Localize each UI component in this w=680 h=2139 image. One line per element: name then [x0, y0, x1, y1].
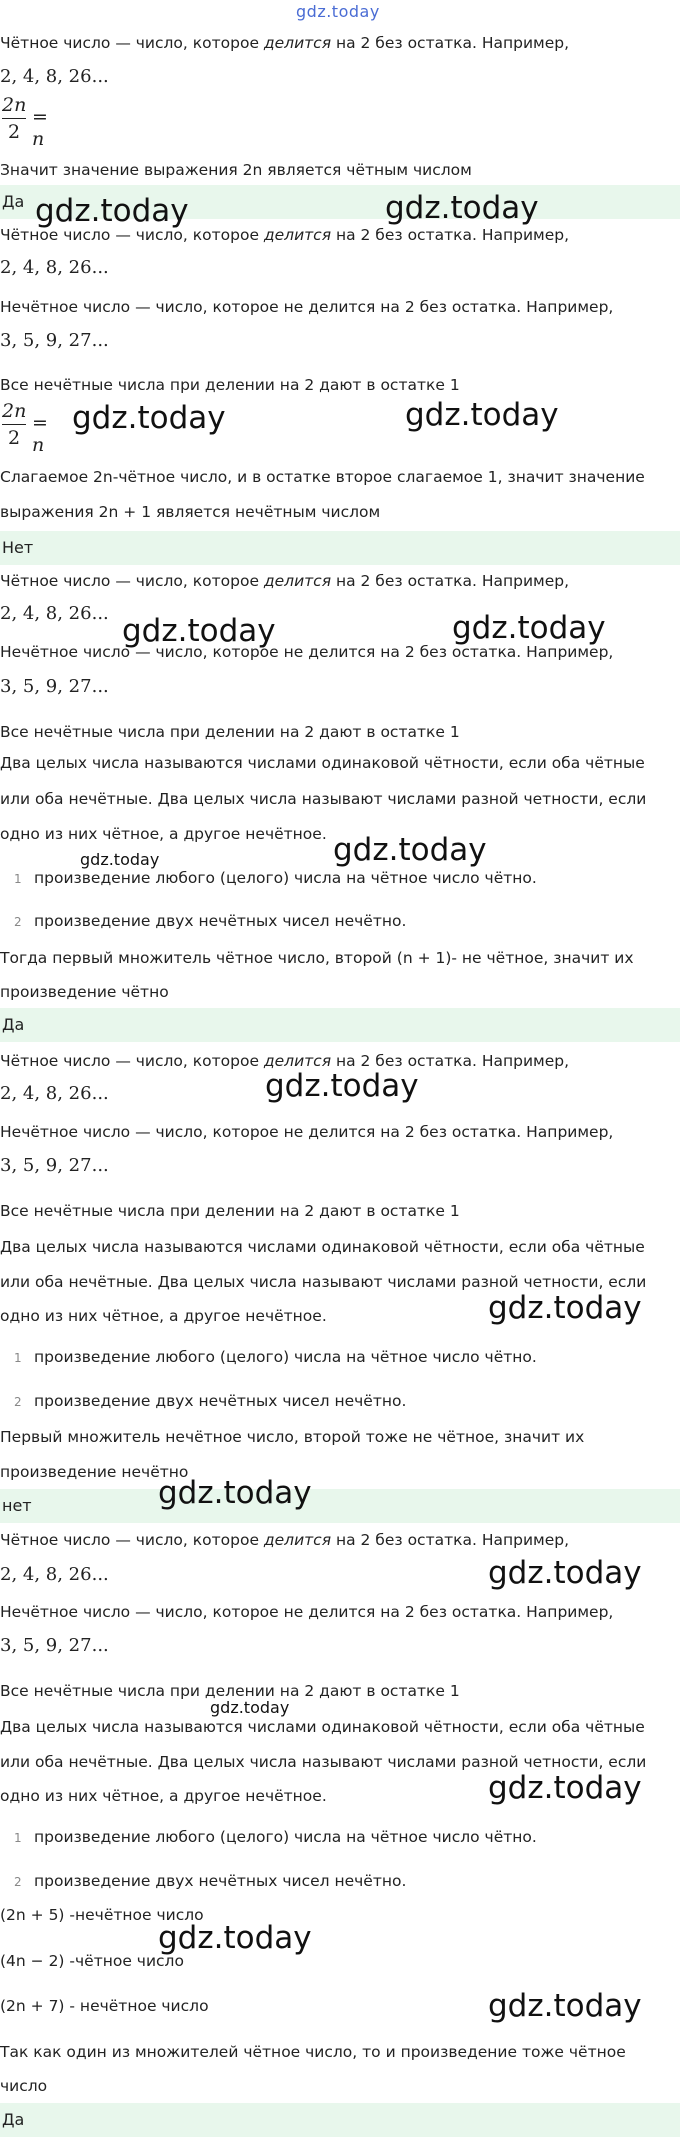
even-definition: Чётное число — число, которое делится на 2 без остатка. Например, — [0, 34, 570, 52]
odd-definition: Нечётное число — число, которое не делится на 2 без остатка. Например, — [0, 643, 614, 661]
conclusion-3a: Тогда первый множитель чётное число, второй (n + 1)- не чётное, значит их — [0, 949, 634, 967]
conclusion-2b: выражения 2n + 1 является нечётным числом — [0, 503, 381, 521]
watermark: gdz.today — [488, 1290, 642, 1326]
parity-definition-2: или оба нечётные. Два целых числа называют числами разной четности, если — [0, 790, 647, 808]
even-definition: Чётное число — число, которое делится на 2 без остатка. Например, — [0, 1052, 570, 1070]
watermark: gdz.today — [488, 1988, 642, 2024]
watermark: gdz.today — [452, 610, 606, 646]
expression-3: (2n + 7) - нечётное число — [0, 1997, 209, 2015]
even-definition: Чётное число — число, которое делится на 2 без остатка. Например, — [0, 226, 570, 244]
rule-1: 1 произведение любого (целого) числа на чётное число чётно. — [14, 1348, 537, 1366]
parity-definition-3: одно из них чётное, а другое нечётное. — [0, 825, 327, 843]
odd-remainder: Все нечётные числа при делении на 2 дают в остатке 1 — [0, 723, 460, 741]
conclusion-4a: Первый множитель нечётное число, второй тоже не чётное, значит их — [0, 1428, 585, 1446]
rule-2: 2 произведение двух нечётных чисел нечётно. — [14, 1392, 407, 1410]
expression-1: (2n + 5) -нечётное число — [0, 1906, 204, 1924]
watermark: gdz.today — [72, 400, 226, 436]
rule-2: 2 произведение двух нечётных чисел нечётно. — [14, 912, 407, 930]
parity-definition-1: Два целых числа называются числами одинаковой чётности, если оба чётные — [0, 1238, 645, 1256]
watermark: gdz.today — [405, 397, 559, 433]
odd-examples: 3, 5, 9, 27... — [0, 1155, 109, 1176]
answer-3: Да — [0, 1008, 680, 1042]
watermark: gdz.today — [35, 193, 189, 229]
watermark: gdz.today — [122, 613, 276, 649]
conclusion-5b: число — [0, 2077, 48, 2095]
odd-definition: Нечётное число — число, которое не делится на 2 без остатка. Например, — [0, 298, 614, 316]
conclusion-2a: Слагаемое 2n-чётное число, и в остатке второе слагаемое 1, значит значение — [0, 468, 645, 486]
even-definition: Чётное число — число, которое делится на 2 без остатка. Например, — [0, 1531, 570, 1549]
parity-definition-3: одно из них чётное, а другое нечётное. — [0, 1787, 327, 1805]
rule-2: 2 произведение двух нечётных чисел нечётно. — [14, 1872, 407, 1890]
expression-2: (4n − 2) -чётное число — [0, 1952, 184, 1970]
even-definition: Чётное число — число, которое делится на 2 без остатка. Например, — [0, 572, 570, 590]
even-examples: 2, 4, 8, 26... — [0, 603, 109, 624]
parity-definition-1: Два целых числа называются числами одинаковой чётности, если оба чётные — [0, 754, 645, 772]
odd-examples: 3, 5, 9, 27... — [0, 1635, 109, 1656]
watermark: gdz.today — [333, 832, 487, 868]
odd-definition: Нечётное число — число, которое не делится на 2 без остатка. Например, — [0, 1123, 614, 1141]
watermark: gdz.today — [80, 850, 160, 869]
watermark: gdz.today — [265, 1068, 419, 1104]
parity-definition-1: Два целых числа называются числами одинаковой чётности, если оба чётные — [0, 1718, 645, 1736]
conclusion-4b: произведение нечётно — [0, 1463, 189, 1481]
watermark: gdz.today — [385, 190, 539, 226]
even-examples: 2, 4, 8, 26... — [0, 1564, 109, 1585]
watermark: gdz.today — [488, 1770, 642, 1806]
odd-examples: 3, 5, 9, 27... — [0, 330, 109, 351]
answer-1: Да — [0, 185, 680, 219]
watermark: gdz.today — [158, 1920, 312, 1956]
even-examples: 2, 4, 8, 26... — [0, 66, 109, 87]
parity-definition-2: или оба нечётные. Два целых числа называют числами разной четности, если — [0, 1753, 647, 1771]
watermark: gdz.today — [210, 1698, 290, 1717]
odd-definition: Нечётное число — число, которое не делится на 2 без остатка. Например, — [0, 1603, 614, 1621]
odd-examples: 3, 5, 9, 27... — [0, 676, 109, 697]
watermark: gdz.today — [158, 1475, 312, 1511]
rule-1: 1 произведение любого (целого) числа на чётное число чётно. — [14, 869, 537, 887]
parity-definition-2: или оба нечётные. Два целых числа называют числами разной четности, если — [0, 1273, 647, 1291]
conclusion-3b: произведение чётно — [0, 983, 169, 1001]
answer-4: нет — [0, 1489, 680, 1523]
even-examples: 2, 4, 8, 26... — [0, 257, 109, 278]
watermark: gdz.today — [488, 1555, 642, 1591]
parity-definition-3: одно из них чётное, а другое нечётное. — [0, 1307, 327, 1325]
site-logo[interactable]: gdz.today — [296, 2, 380, 21]
odd-remainder: Все нечётные числа при делении на 2 дают в остатке 1 — [0, 1682, 460, 1700]
answer-2: Нет — [0, 531, 680, 565]
solution-document: gdz.today Чётное число — число, которое делится на 2 без остатка. Например, 2, 4, 8, 26... 2n 2 = n Значит значение выражения 2n является чётным числом Да gdz.today gdz.today Чётное число — число, которое делится на 2 без остатка. Например, 2, 4, 8, 26... Нечётное число — число, которое не делится на 2 без остатка. Например, 3, 5, 9, 27... Все нечётные числа при делении на 2 дают в остатке 1 2n 2 = n gdz.today gdz.today Слагаемое 2n-чётное число, и в остатке второе слагаемое 1, значит значение выражения 2n + 1 является нечётным числом Нет Чётное число — число, которое делится на 2 без остатка. Например, 2, 4, 8, 26... gdz.today gdz.today Нечётное число — число, которое не делится на 2 без остатка. Например, 3, 5, 9, 27... Все нечётные числа при делении на 2 дают в остатке 1 Два целых числа называются числами одинаковой чётности, если оба чётные или оба нечётные. Два целых числа называют числами разной четности, если одно из них чётное, а другое нечётное. gdz.today gdz.today 1 произведение любого (целого) числа на чётное число чётно. 2 произведение двух нечётных чисел нечётно. Тогда первый множитель чётное число, второй (n + 1)- не чётное, значит их произведение чётно Да Чётное число — число, которое делится на 2 без остатка. Например, gdz.today 2, 4, 8, 26... Нечётное число — число, которое не делится на 2 без остатка. Например, 3, 5, 9, 27... Все нечётные числа при делении на 2 дают в остатке 1 Два целых числа называются числами одинаковой чётности, если оба чётные или оба нечётные. Два целых числа называют числами разной четности, если одно из них чётное, а другое нечётное. gdz.today 1 произведение любого (целого) числа на чётное число чётно. 2 произведение двух нечётных чисел нечётно. Первый множитель нечётное число, второй тоже не чётное, значит их произведение нечётно нет gdz.today Чётное число — число, которое делится на 2 без остатка. Например, 2, 4, 8, 26... gdz.today Нечётное число — число, которое не делится на 2 без остатка. Например, 3, 5, 9, 27... Все нечётные числа при делении на 2 дают в остатке 1 gdz.today Два целых числа называются числами одинаковой чётности, если оба чётные или оба нечётные. Два целых числа называют числами разной четности, если одно из них чётное, а другое нечётное. gdz.today 1 произведение любого (целого) числа на чётное число чётно. 2 произведение двух нечётных чисел нечётно. (2n + 5) -нечётное число gdz.today (4n − 2) -чётное число (2n + 7) - нечётное число gdz.today Так как один из множителей чётное число, то и произведение тоже чётное число Да — [0, 0, 680, 2139]
conclusion-5a: Так как один из множителей чётное число, то и произведение тоже чётное — [0, 2043, 626, 2061]
odd-remainder: Все нечётные числа при делении на 2 дают в остатке 1 — [0, 1202, 460, 1220]
rule-1: 1 произведение любого (целого) числа на чётное число чётно. — [14, 1828, 537, 1846]
odd-remainder: Все нечётные числа при делении на 2 дают в остатке 1 — [0, 376, 460, 394]
even-examples: 2, 4, 8, 26... — [0, 1083, 109, 1104]
answer-5: Да — [0, 2103, 680, 2137]
conclusion-1: Значит значение выражения 2n является чётным числом — [0, 161, 472, 179]
